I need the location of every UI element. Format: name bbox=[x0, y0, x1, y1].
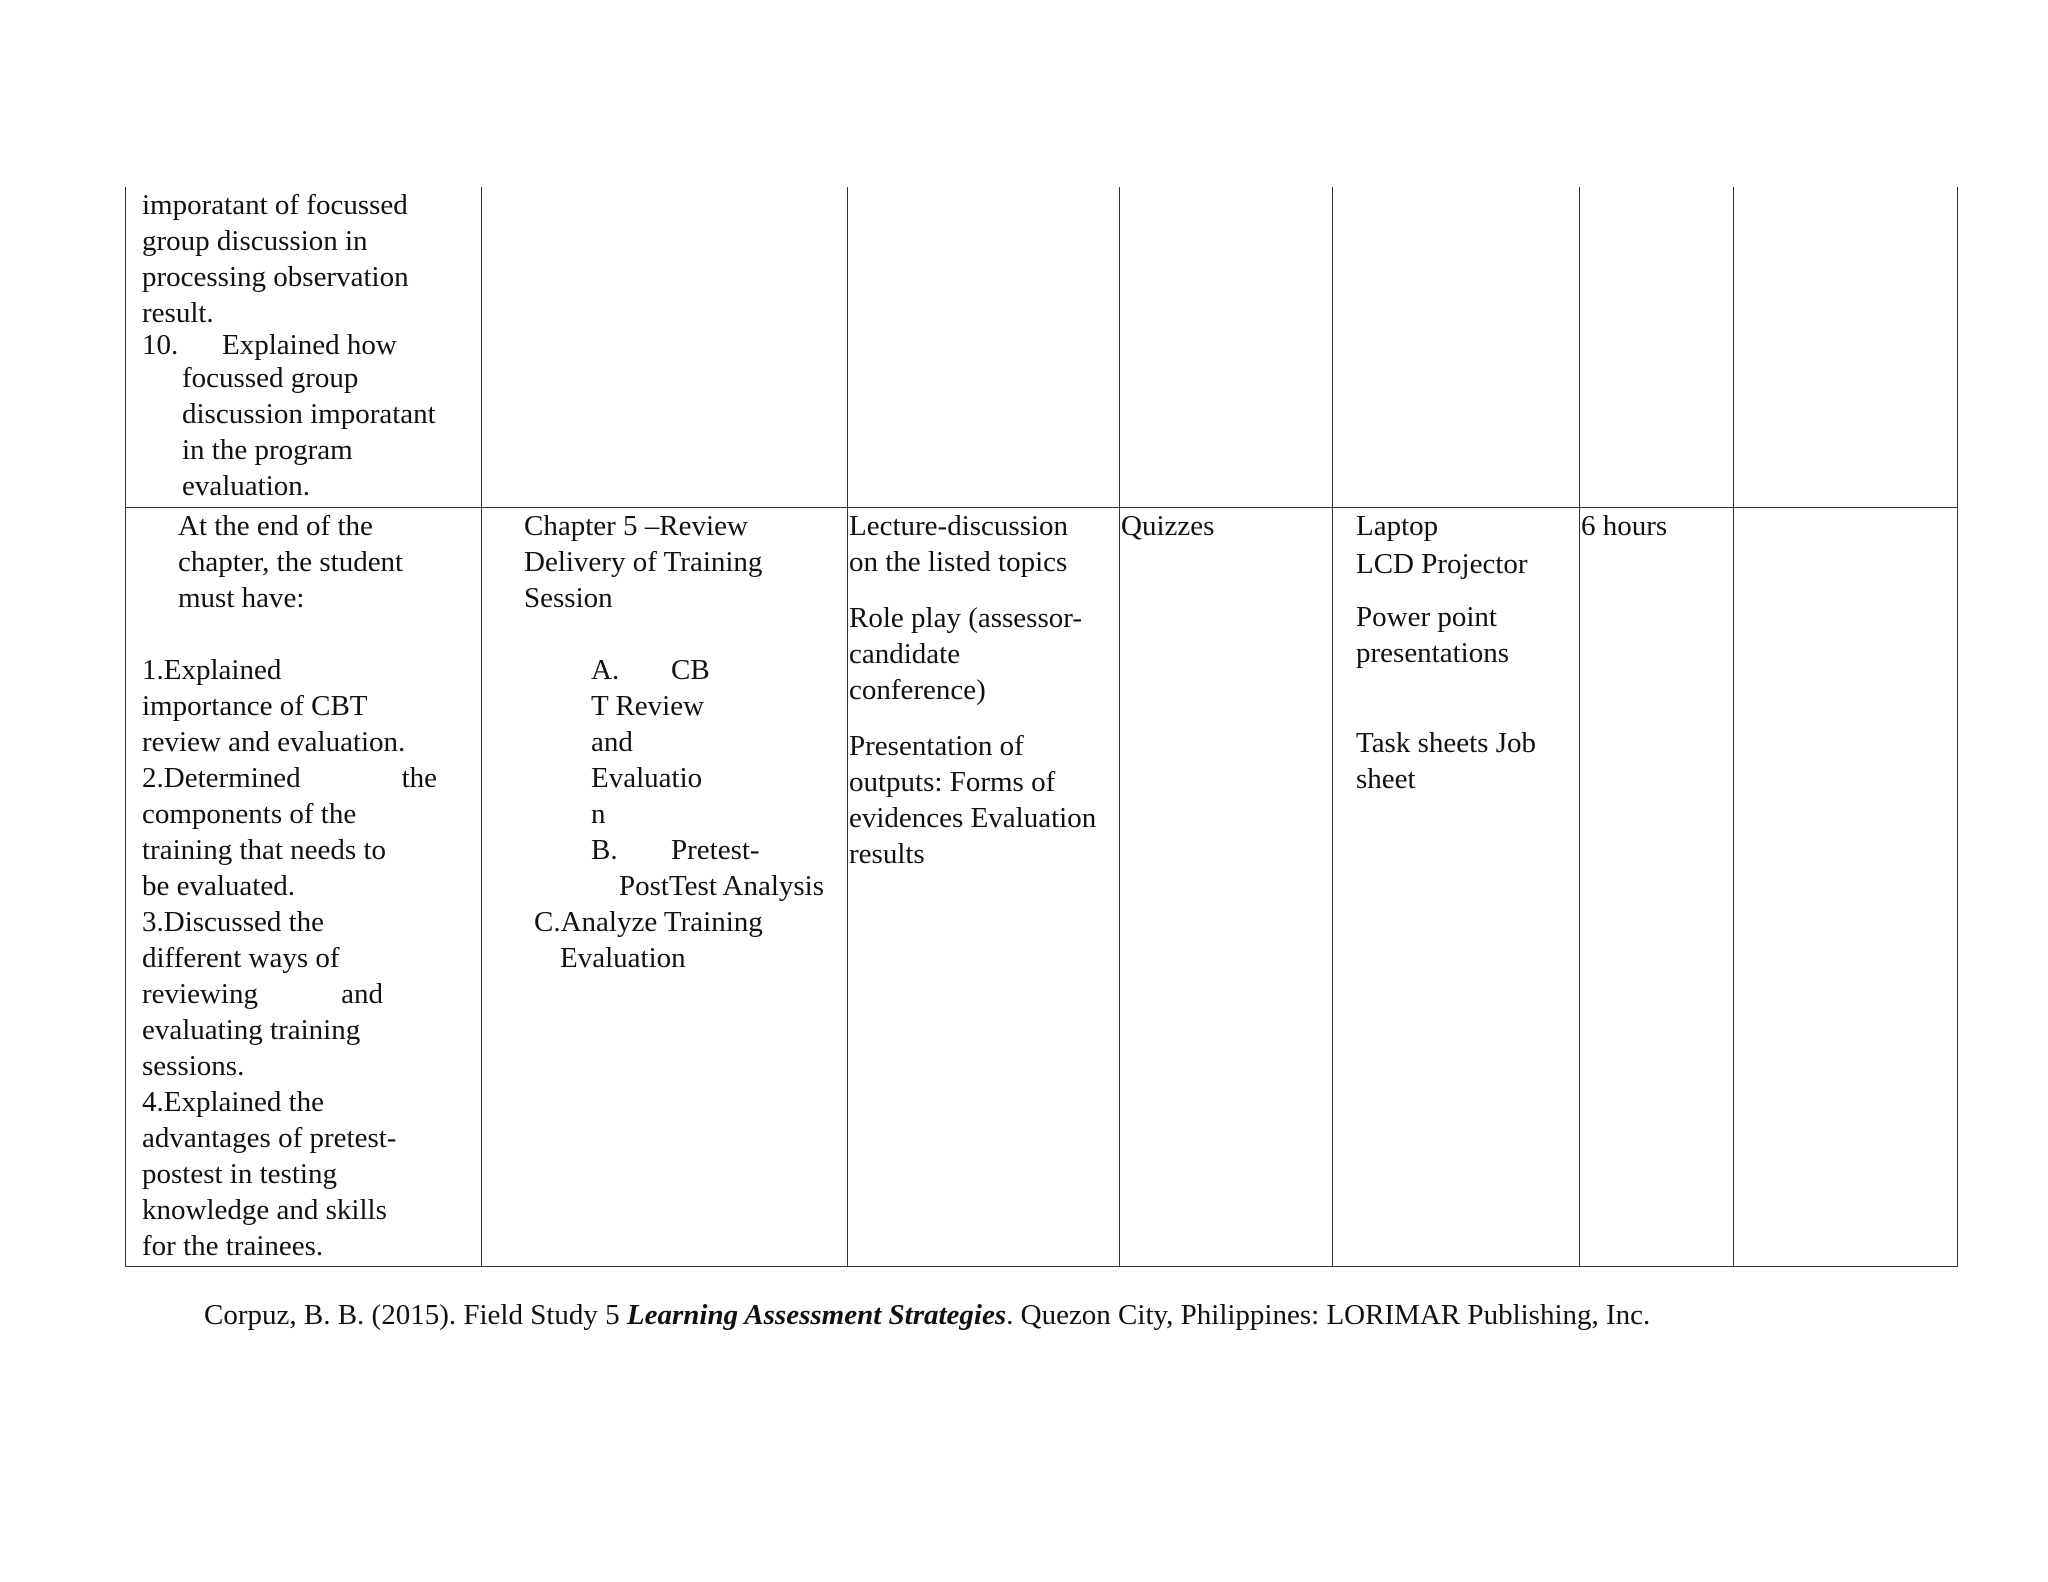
intro-line: chapter, the student bbox=[178, 545, 404, 578]
resources-cell bbox=[1333, 187, 1580, 507]
objective-line: imporatant of focussed bbox=[142, 189, 408, 221]
resource-ppt: Power point bbox=[1356, 600, 1497, 633]
remarks-cell bbox=[1734, 187, 1958, 507]
resources-cell bbox=[1333, 507, 1580, 1266]
objectives-cell bbox=[126, 187, 482, 507]
objective-line: importance of CBT bbox=[142, 689, 368, 722]
method-line: Lecture-discussion bbox=[849, 509, 1069, 542]
methods-cell bbox=[848, 507, 1120, 1266]
objective-line: components of the bbox=[142, 797, 357, 830]
reference-before: Corpuz, B. B. (2015). Field Study 5 bbox=[204, 1299, 627, 1331]
resource-sheets: sheet bbox=[1356, 762, 1416, 795]
remarks-cell bbox=[1734, 507, 1958, 1266]
resource-sheets: Task sheets Job bbox=[1356, 726, 1537, 759]
time-allotment: 6 hours bbox=[1581, 509, 1668, 542]
method-line: Presentation of bbox=[849, 729, 1024, 762]
objective-line: training that needs to bbox=[142, 833, 387, 866]
topic-line: PostTest Analysis bbox=[619, 869, 825, 902]
table-row bbox=[126, 507, 1958, 1266]
objective-line: different ways of bbox=[142, 941, 340, 974]
reference-citation bbox=[204, 1297, 1650, 1333]
topic-c: C.Analyze Training bbox=[534, 905, 763, 938]
topic-line: and bbox=[591, 725, 633, 758]
topic-line: T Review bbox=[591, 689, 705, 722]
intro-line: must have: bbox=[178, 581, 305, 614]
topic-line: Evaluation bbox=[560, 941, 686, 974]
objective-item-10 bbox=[142, 327, 481, 360]
topic-marker: B. bbox=[591, 833, 618, 866]
topic-b bbox=[591, 832, 847, 868]
objective-line: discussion imporatant bbox=[182, 398, 436, 430]
objective-line: 3.Discussed the bbox=[142, 905, 325, 938]
method-line: Role play (assessor- bbox=[849, 601, 1082, 634]
objectives-cell bbox=[126, 507, 482, 1266]
topic-line: n bbox=[591, 797, 606, 830]
assessment-cell bbox=[1120, 187, 1333, 507]
topic-list bbox=[524, 652, 847, 904]
objective-line-justified bbox=[142, 760, 481, 796]
objective-line: for the trainees. bbox=[142, 1229, 324, 1262]
method-line: candidate bbox=[849, 637, 961, 670]
objective-line: review and evaluation. bbox=[142, 725, 406, 758]
chapter-title-line: Session bbox=[524, 581, 613, 614]
objective-line: sessions. bbox=[142, 1049, 245, 1082]
topic-text: Pretest- bbox=[671, 833, 760, 866]
objective-line: in the program bbox=[182, 434, 353, 466]
objective-line: result. bbox=[142, 297, 214, 329]
objective-line: advantages of pretest- bbox=[142, 1121, 397, 1154]
method-line: evidences Evaluation bbox=[849, 801, 1097, 834]
objective-line: group discussion in bbox=[142, 225, 368, 257]
objective-line: evaluating training bbox=[142, 1013, 361, 1046]
objective-line: 4.Explained the bbox=[142, 1085, 325, 1118]
method-line: outputs: Forms of bbox=[849, 765, 1056, 798]
assessment-cell bbox=[1120, 507, 1333, 1266]
reference-title: Learning Assessment Strategies bbox=[626, 1299, 1007, 1331]
content-cell bbox=[482, 507, 848, 1266]
item-10-continuation bbox=[142, 360, 481, 504]
remarks-text bbox=[1734, 508, 1957, 544]
time-cell bbox=[1580, 507, 1734, 1266]
word: 2.Determined bbox=[142, 761, 301, 794]
objective-line-justified bbox=[142, 976, 481, 1012]
item-number: 10. bbox=[142, 329, 179, 361]
objectives-intro bbox=[142, 508, 481, 616]
objective-line: postest in testing bbox=[142, 1157, 337, 1190]
table-row bbox=[126, 187, 1958, 507]
methods-cell bbox=[848, 187, 1120, 507]
objective-line: knowledge and skills bbox=[142, 1193, 387, 1226]
resource-ppt: presentations bbox=[1356, 636, 1510, 669]
word: reviewing bbox=[142, 977, 258, 1010]
chapter-title-line: Delivery of Training bbox=[524, 545, 763, 578]
intro-line: At the end of the bbox=[178, 509, 373, 542]
objective-line: evaluation. bbox=[182, 470, 311, 502]
word: and bbox=[341, 977, 383, 1010]
assessment-text: Quizzes bbox=[1121, 509, 1215, 542]
objective-line: be evaluated. bbox=[142, 869, 295, 902]
method-line: on the listed topics bbox=[849, 545, 1068, 578]
objective-line: focussed group bbox=[182, 362, 359, 394]
topic-marker: A. bbox=[591, 653, 620, 686]
objective-line: 1.Explained bbox=[142, 653, 282, 686]
method-line: conference) bbox=[849, 673, 986, 706]
resource-lcd: LCD Projector bbox=[1356, 547, 1528, 580]
topic-line: Evaluatio bbox=[591, 761, 703, 794]
content-cell bbox=[482, 187, 848, 507]
time-cell bbox=[1580, 187, 1734, 507]
word: the bbox=[401, 761, 437, 794]
objective-line: processing observation bbox=[142, 261, 409, 293]
syllabus-table bbox=[125, 187, 1958, 1267]
topic-text: CB bbox=[671, 653, 710, 686]
reference-after: . Quezon City, Philippines: LORIMAR Publishing, Inc. bbox=[1006, 1299, 1651, 1331]
topic-a bbox=[591, 652, 847, 688]
chapter-title-line: Chapter 5 –Review bbox=[524, 509, 748, 542]
item-text: Explained how bbox=[222, 329, 397, 361]
method-line: results bbox=[849, 837, 925, 870]
resource-laptop: Laptop bbox=[1356, 509, 1439, 542]
